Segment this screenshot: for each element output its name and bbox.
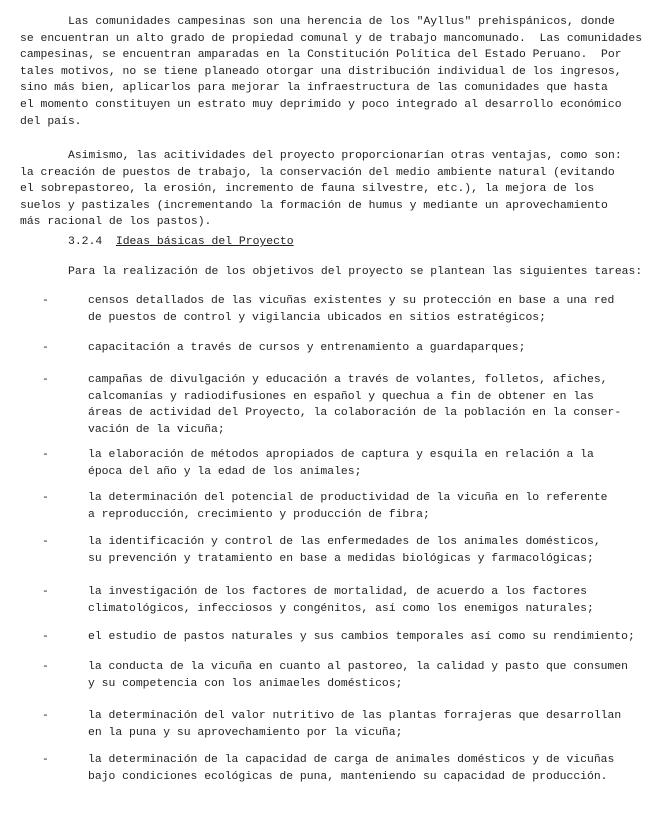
task-line: la investigación de los factores de mortalidad, de acuerdo a los factores [88, 586, 587, 598]
paragraph-comunidades [20, 14, 643, 130]
task-list-item [42, 293, 640, 326]
task-line: calcomanías y radiodifusiones en español y quechua a fin de obtener en las [88, 390, 594, 403]
bullet-dash-icon: - [42, 586, 49, 598]
task-line: el estudio de pastos naturales y sus cambios temporales así como su rendimiento; [88, 631, 635, 643]
task-line: su prevención y tratamiento en base a medidas biológicas y farmacológicas; [88, 552, 594, 565]
paragraph-line: sino más bien, aplicarlos para mejorar la infraestructura de las comunidades que hasta [20, 82, 608, 95]
paragraph-line: se encuentran un alto grado de propiedad comunal y de trabajo mancomunado. Las comunidades [20, 32, 643, 45]
task-line: de puestos de control y vigilancia ubicados en sitios estratégicos; [88, 311, 546, 324]
task-line: la determinación de la capacidad de carga de animales domésticos y de vicuñas [88, 754, 615, 766]
paragraph-line: del país. [20, 115, 82, 128]
task-line: climatológicos, infecciosos y congénitos, así como los enemigos naturales; [88, 602, 594, 615]
paragraph-line: la creación de puestos de trabajo, la conservación del medio ambiente natural (evitando [20, 166, 615, 179]
paragraph-line: el sobrepastoreo, la erosión, incremento de fauna silvestre, etc.), la mejora de los [20, 183, 595, 196]
paragraph-line: más racional de los pastos). [20, 216, 212, 229]
task-line: áreas de actividad del Proyecto, la colaboración de la población en la conser- [88, 407, 622, 420]
bullet-dash-icon: - [42, 710, 49, 722]
task-list-item [42, 340, 640, 357]
bullet-dash-icon: - [42, 374, 49, 386]
paragraph-line: suelos y pastizales (incrementando la formación de humus y mediante un aprovechamiento [20, 199, 608, 212]
task-list-item [42, 629, 640, 646]
task-line: la determinación del valor nutritivo de las plantas forrajeras que desarrollan [88, 710, 622, 722]
bullet-dash-icon: - [42, 449, 49, 461]
paragraph-line: Las comunidades campesinas son una herencia de los "Ayllus" prehispánicos, donde [68, 16, 615, 28]
task-line: bajo condiciones ecológicas de puna, manteniendo su capacidad de producción. [88, 770, 608, 783]
bullet-dash-icon: - [42, 536, 49, 548]
task-list-item [42, 708, 640, 741]
paragraph-ventajas [20, 148, 640, 231]
task-list-item [42, 752, 640, 785]
section-heading [68, 234, 294, 251]
bullet-dash-icon: - [42, 661, 49, 673]
task-list-item [42, 372, 640, 438]
task-line: la determinación del potencial de productividad de la vicuña en lo referente [88, 492, 608, 504]
paragraph-line: campesinas, se encuentran amparadas en la Constitución Política del Estado Peruano. Por [20, 49, 622, 62]
task-line: en la puna y su aprovechamiento por la vicuña; [88, 726, 403, 739]
bullet-dash-icon: - [42, 342, 49, 354]
paragraph-line: tales motivos, no se tiene planeado otorgar una distribución individual de los ingresos, [20, 65, 622, 78]
intro-text: Para la realización de los objetivos del proyecto se plantean las siguientes tareas: [68, 266, 643, 278]
task-line: la elaboración de métodos apropiados de captura y esquila en relación a la [88, 449, 594, 461]
task-line: y su competencia con los animaeles domésticos; [88, 677, 403, 690]
bullet-dash-icon: - [42, 295, 49, 307]
task-list-item [42, 447, 640, 480]
bullet-dash-icon: - [42, 631, 49, 643]
paragraph-line: el momento constituyen un estrato muy deprimido y poco integrado al desarrollo económico [20, 98, 622, 111]
bullet-dash-icon: - [42, 754, 49, 766]
paragraph-line: Asimismo, las acitividades del proyecto proporcionarían otras ventajas, como son: [68, 150, 622, 162]
task-line: a reproducción, crecimiento y producción de fibra; [88, 508, 430, 521]
task-line: censos detallados de las vicuñas existentes y su protección en base a una red [88, 295, 615, 307]
task-line: época del año y la edad de los animales; [88, 465, 362, 478]
section-number: 3.2.4 [68, 236, 103, 248]
task-line: campañas de divulgación y educación a través de volantes, folletos, afiches, [88, 374, 608, 386]
task-list-item [42, 584, 640, 617]
task-list-item [42, 659, 640, 692]
task-line: la conducta de la vicuña en cuanto al pastoreo, la calidad y pasto que consumen [88, 661, 629, 673]
task-line: la identificación y control de las enfermedades de los animales domésticos, [88, 536, 601, 548]
task-line: capacitación a través de cursos y entrenamiento a guardaparques; [88, 342, 526, 354]
task-list-item [42, 490, 640, 523]
task-list-item [42, 534, 640, 567]
bullet-dash-icon: - [42, 492, 49, 504]
section-title: Ideas básicas del Proyecto [115, 236, 294, 248]
task-line: vación de la vicuña; [88, 423, 225, 436]
